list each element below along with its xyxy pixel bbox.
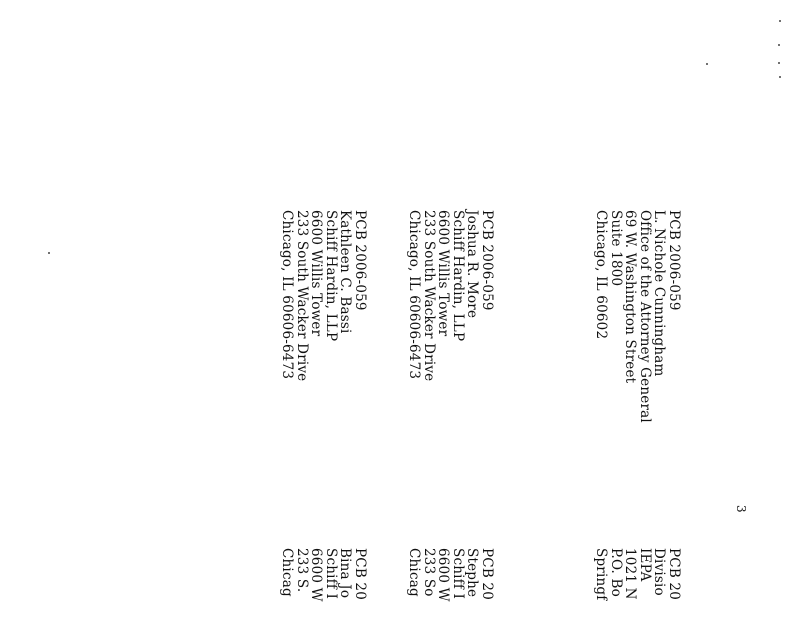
- address-line: Chicago, IL 60606-6473: [279, 210, 296, 380]
- address-line: PCB 2006-059: [666, 210, 682, 311]
- address-line: L. Nichole Cunningham: [651, 210, 668, 377]
- scan-speck: [706, 63, 708, 65]
- address-line: 233 So: [421, 548, 437, 597]
- address-line: P.O. Bo: [608, 548, 624, 597]
- address-block-truncated-3: [280, 548, 367, 602]
- address-line: Schiff Hardin, LLP: [450, 210, 466, 342]
- address-line: 233 South Wacker Drive: [421, 210, 437, 382]
- address-line: Kathleen C. Bassi: [337, 210, 354, 334]
- address-line: 6600 W: [435, 548, 452, 602]
- address-line: Chicag: [406, 548, 423, 597]
- address-line: Suite 1800: [608, 210, 624, 287]
- address-line: 6600 Willis Tower: [435, 210, 452, 337]
- address-line: Divisio: [651, 548, 668, 596]
- address-line: Chicag: [279, 548, 296, 597]
- address-line: 1021 N: [622, 548, 639, 600]
- address-line: Joshua R. More: [464, 210, 481, 319]
- page-number: 3: [734, 505, 748, 513]
- address-line: Springf: [593, 548, 610, 601]
- address-line: Chicago, IL 60606-6473: [406, 210, 423, 380]
- scan-speck: [779, 76, 781, 78]
- address-line: Chicago, IL 60602: [593, 210, 610, 340]
- address-block-bassi: [280, 210, 367, 381]
- address-line: PCB 20: [479, 548, 495, 601]
- scan-speck: [778, 62, 780, 64]
- address-block-truncated-1: [594, 548, 681, 600]
- address-line: 6600 W: [308, 548, 325, 602]
- address-line: Schiff I: [323, 548, 339, 600]
- address-line: Schiff Hardin, LLP: [323, 210, 339, 342]
- address-line: Schiff I: [450, 548, 466, 600]
- address-line: PCB 2006-059: [479, 210, 495, 311]
- scan-speck: [779, 20, 781, 22]
- address-line: PCB 20: [666, 548, 682, 601]
- address-block-truncated-2: [407, 548, 494, 602]
- address-line: 233 South Wacker Drive: [294, 210, 310, 382]
- address-line: PCB 20: [352, 548, 368, 601]
- address-line: IEPA: [637, 548, 653, 582]
- address-line: PCB 2006-059: [352, 210, 368, 311]
- address-line: Office of the Attorney General: [637, 210, 653, 423]
- address-block-cunningham: [594, 210, 681, 423]
- address-line: Bina Jo: [337, 548, 354, 599]
- address-line: 6600 Willis Tower: [308, 210, 325, 337]
- address-line: 233 S.: [294, 548, 310, 593]
- address-line: 69 W. Washington Street: [622, 210, 639, 384]
- address-block-more: [407, 210, 494, 381]
- scan-speck: [48, 252, 50, 254]
- address-line: Stephe: [464, 548, 481, 598]
- scan-speck: [778, 44, 780, 46]
